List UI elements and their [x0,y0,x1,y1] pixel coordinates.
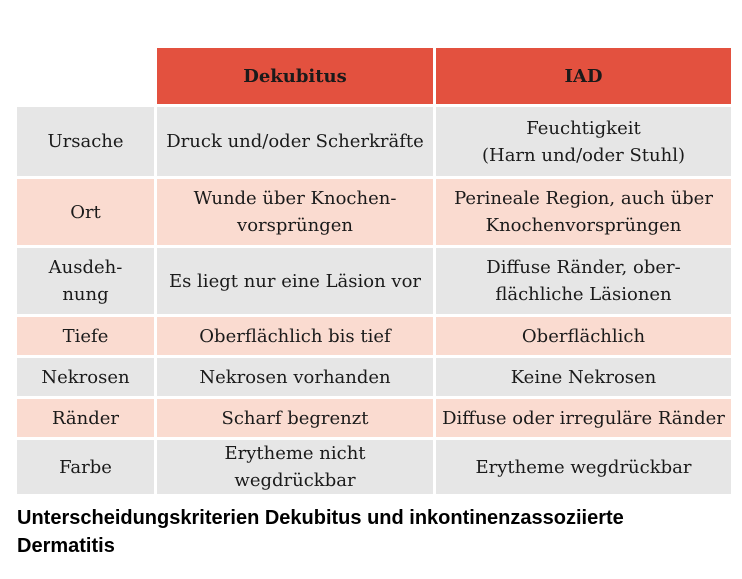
row-label-ort: Ort [17,179,154,245]
table-row-farbe [17,440,731,494]
cell-dekubitus-farbe: Erytheme nicht wegdrückbar [157,440,433,494]
cell-iad-nekrosen: Keine Nekrosen [436,358,731,396]
cell-iad-farbe: Erytheme wegdrückbar [436,440,731,494]
cell-dekubitus-tiefe: Oberflächlich bis tief [157,317,433,355]
row-label-ausdehnung [17,248,154,314]
cell-dekubitus-ausdehnung: Es liegt nur eine Läsion vor [157,248,433,314]
row-label-farbe: Farbe [17,440,154,494]
table-row-ausdehnung [17,248,731,314]
row-label-tiefe: Tiefe [17,317,154,355]
row-label-raender: Ränder [17,399,154,437]
header-row [17,48,731,104]
cell-iad-ursache-line2: (Harn und/oder Stuhl) [481,144,685,166]
cell-dekubitus-ort [157,179,433,245]
cell-dekubitus-ursache: Druck und/oder Scherkräfte [157,107,433,176]
cell-dekubitus-raender: Scharf begrenzt [157,399,433,437]
cell-dekubitus-nekrosen: Nekrosen vorhanden [157,358,433,396]
row-label-nekrosen: Nekrosen [17,358,154,396]
cell-dekubitus-ort-line2: vorsprüngen [237,215,353,236]
cell-iad-ursache-line1: Feuchtigkeit [526,117,641,139]
cell-iad-ort [436,179,731,245]
cell-iad-tiefe: Oberflächlich [436,317,731,355]
header-empty-cell [17,48,154,104]
column-header-dekubitus: Dekubitus [157,48,433,104]
table-row-ort [17,179,731,245]
cell-iad-raender: Diffuse oder irreguläre Ränder [436,399,731,437]
table-row-ursache [17,107,731,176]
cell-iad-ort-line2: Knochenvorsprüngen [485,215,682,236]
column-header-iad: IAD [436,48,731,104]
table-row-nekrosen [17,358,731,396]
cell-iad-ursache [436,107,731,176]
comparison-table [14,45,734,497]
cell-iad-ausdehnung-line1: Diffuse Ränder, ober- [486,257,681,278]
table-row-tiefe [17,317,731,355]
cell-dekubitus-ort-line1: Wunde über Knochen- [193,188,397,209]
figure-caption: Unterscheidungskriterien Dekubitus und inkontinenzassoziierte Dermatitis [17,507,624,557]
row-label-ursache: Ursache [17,107,154,176]
table-row-raender [17,399,731,437]
row-label-ausdehnung-line1: Ausdeh- [48,257,123,278]
cell-iad-ausdehnung [436,248,731,314]
cell-iad-ausdehnung-line2: flächliche Läsionen [495,284,672,305]
row-label-ausdehnung-line2: nung [62,284,109,305]
comparison-table-container [17,48,725,497]
cell-iad-ort-line1: Perineale Region, auch über [454,188,713,209]
